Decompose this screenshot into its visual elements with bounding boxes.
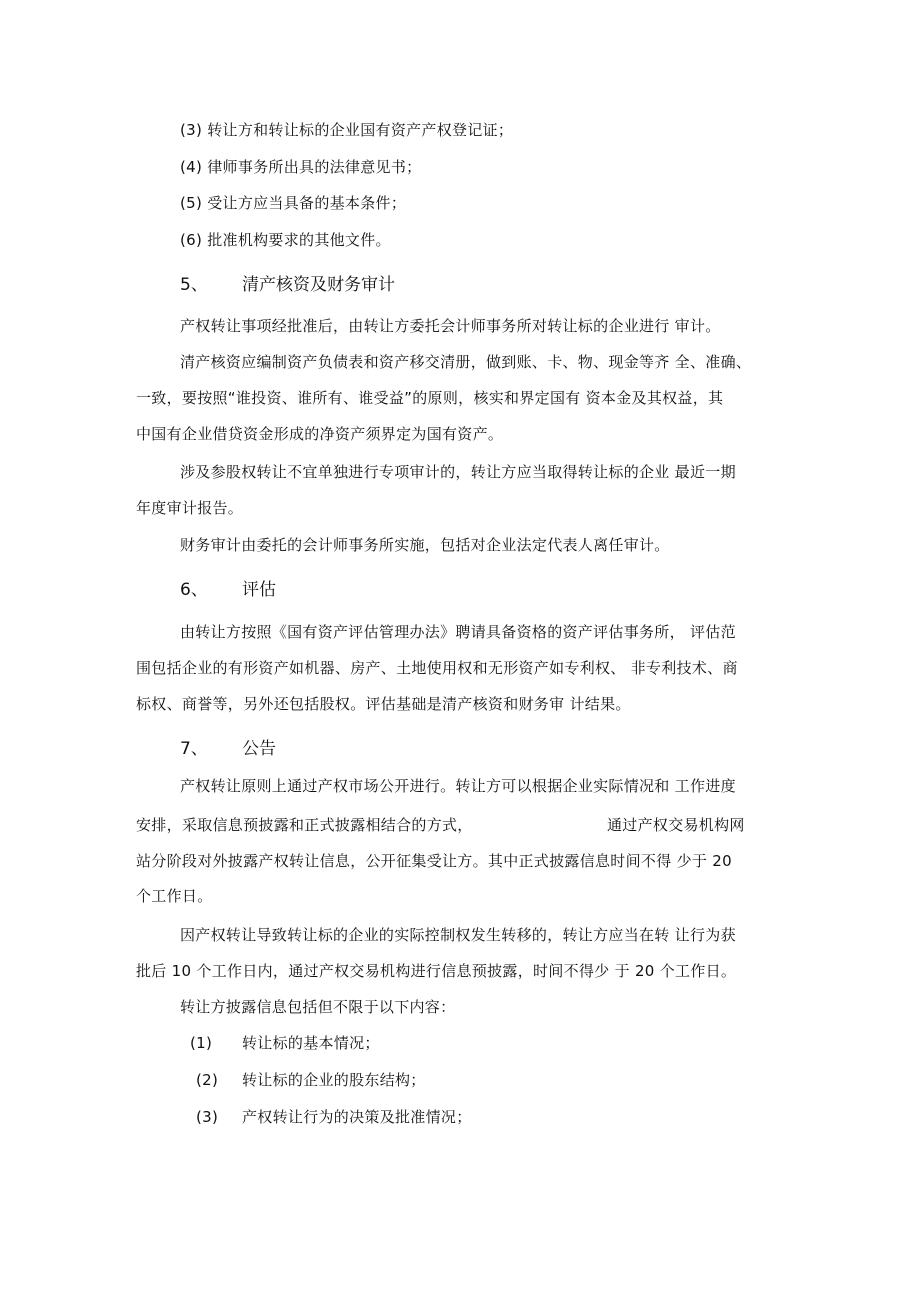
paragraph-line: 财务审计由委托的会计师事务所实施，包括对企业法定代表人离任审计。 — [180, 536, 670, 554]
list-item: 产权转让行为的决策及批准情况； — [242, 1108, 472, 1126]
paragraph-line: 产权转让原则上通过产权市场公开进行。转让方可以根据企业实际情况和 工作进度 — [180, 777, 736, 795]
paragraph-line: 因产权转让导致转让标的企业的实际控制权发生转移的，转让方应当在转 让行为获 — [180, 926, 736, 944]
list-item: 转让标的基本情况； — [242, 1034, 380, 1052]
section-number: 5、 — [180, 275, 208, 295]
list-item: (3) 转让方和转让标的企业国有资产产权登记证； — [180, 121, 514, 139]
paragraph-line: 年度审计报告。 — [136, 499, 244, 517]
section-heading — [180, 579, 276, 601]
list-item: (5) 受让方应当具备的基本条件； — [180, 194, 407, 212]
section-heading — [180, 738, 276, 760]
paragraph-line: 围包括企业的有形资产如机器、房产、土地使用权和无形资产如专利权、 非专利技术、商 — [136, 659, 738, 677]
section-title: 清产核资及财务审计 — [242, 275, 395, 295]
paragraph-line: 个工作日。 — [136, 887, 213, 905]
section-title: 公告 — [242, 739, 276, 759]
paragraph-line: 产权转让事项经批准后，由转让方委托会计师事务所对转让标的企业进行 审计。 — [180, 317, 721, 335]
paragraph-line: 站分阶段对外披露产权转让信息，公开征集受让方。其中正式披露信息时间不得 少于 20 — [136, 852, 732, 870]
list-item: (4) 律师事务所出具的法律意见书； — [180, 158, 422, 176]
section-heading — [180, 274, 395, 296]
paragraph-line: 通过产权交易机构网 — [607, 816, 745, 834]
paragraph-line: 一致，要按照“谁投资、谁所有、谁受益”的原则，核实和界定国有 资本金及其权益，其 — [136, 389, 724, 407]
list-item-number: (1) — [190, 1034, 213, 1052]
paragraph-line: 转让方披露信息包括但不限于以下内容： — [180, 998, 456, 1016]
list-item: 转让标的企业的股东结构； — [242, 1071, 426, 1089]
paragraph-line: 涉及参股权转让不宜单独进行专项审计的，转让方应当取得转让标的企业 最近一期 — [180, 463, 736, 481]
list-item: (6) 批准机构要求的其他文件。 — [180, 231, 391, 249]
paragraph-line: 标权、商誉等，另外还包括股权。评估基础是清产核资和财务审 计结果。 — [136, 695, 631, 713]
list-item-number: (3) — [196, 1108, 219, 1126]
paragraph-line: 中国有企业借贷资金形成的净资产须界定为国有资产。 — [136, 425, 504, 443]
paragraph-line: 安排，采取信息预披露和正式披露相结合的方式， — [136, 816, 473, 834]
section-title: 评估 — [242, 580, 276, 600]
section-number: 7、 — [180, 739, 208, 759]
paragraph-line: 批后 10 个工作日内，通过产权交易机构进行信息预披露，时间不得少 于 20 个工作日。 — [136, 962, 737, 980]
section-number: 6、 — [180, 580, 208, 600]
paragraph-line: 由转让方按照《国有资产评估管理办法》聘请具备资格的资产评估事务所， 评估范 — [180, 623, 736, 641]
paragraph-line: 清产核资应编制资产负债表和资产移交清册，做到账、卡、物、现金等齐 全、准确、 — [180, 353, 752, 371]
list-item-number: (2) — [196, 1071, 219, 1089]
